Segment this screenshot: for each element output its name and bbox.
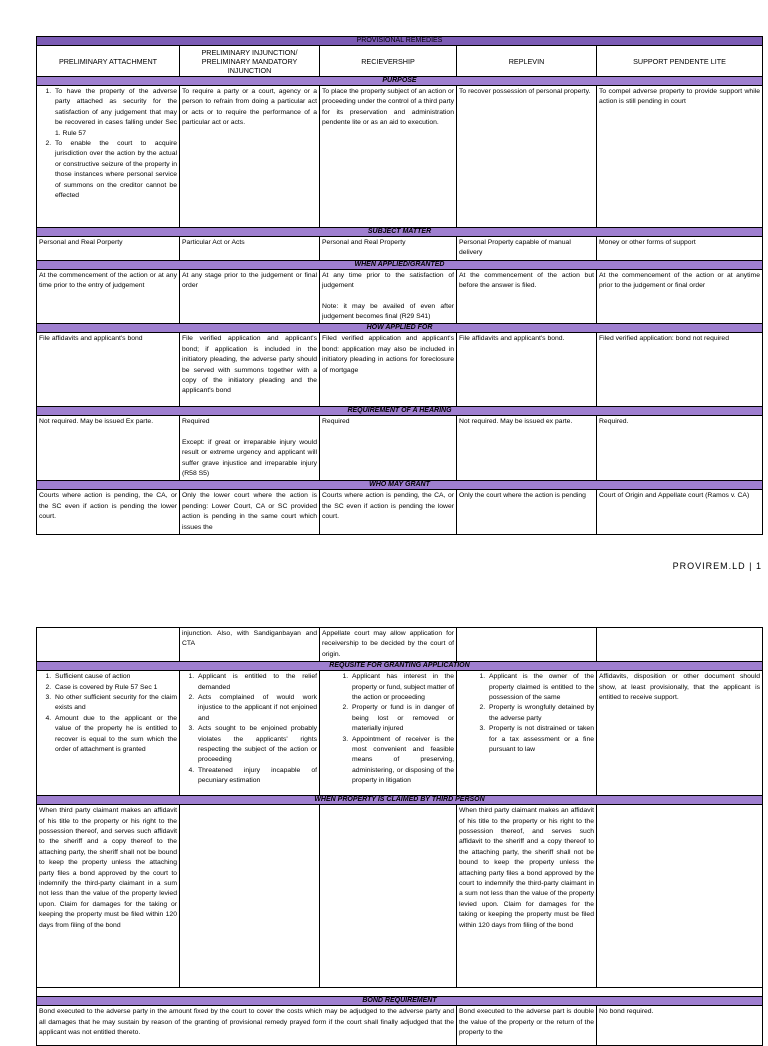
column-header-attachment: PRELIMINARY ATTACHMENT bbox=[37, 46, 180, 77]
grant-receivership: Courts where action is pending, the CA, or the SC even if action is pending the lower court. bbox=[320, 490, 457, 535]
requisite-injunction bbox=[180, 671, 320, 796]
section-label-purpose: PURPOSE bbox=[37, 77, 763, 86]
section-row bbox=[37, 481, 763, 490]
column-header-receivership: RECIEVERSHIP bbox=[320, 46, 457, 77]
subject-row bbox=[37, 237, 763, 261]
subject-injunction: Particular Act or Acts bbox=[180, 237, 320, 261]
list-item: 2. Acts complained of would work injustice to the applicant if not enjoined and bbox=[196, 693, 317, 724]
hearing-attachment: Not required. May be issued Ex parte. bbox=[37, 416, 180, 481]
section-row bbox=[37, 796, 763, 805]
bond-replevin: Bond executed to the adverse part is double the value of the property or the return of the property to the bbox=[457, 1006, 597, 1046]
third-person-replevin: When third party claimant makes an affidavit of his title to the property or his right to the possession thereof, and serves such affidavit to the sheriff and a copy thereof to the attaching party, the sheriff shall not be bound to keep the property unless the attaching party files a bond approved by the court to indemnify the third-party claimant in a sum not less than the value of the property levied upon. Claim for damages for the taking or keeping the property must be filed within 120 days from filing of the bond bbox=[457, 805, 597, 988]
when-row bbox=[37, 269, 763, 324]
grant-row bbox=[37, 490, 763, 535]
subject-attachment: Personal and Real Porperty bbox=[37, 237, 180, 261]
how-support: Filed verified application: bond not required bbox=[597, 333, 763, 407]
section-row bbox=[37, 997, 763, 1006]
continuation-row bbox=[37, 628, 763, 662]
when-replevin: At the commencement of the action but before the answer is filed. bbox=[457, 269, 597, 324]
section-label-bond: BOND REQUIREMENT bbox=[37, 997, 763, 1006]
when-support: At the commencement of the action or at anytime prior to the judgement or final order bbox=[597, 269, 763, 324]
section-row bbox=[37, 662, 763, 671]
section-row bbox=[37, 228, 763, 237]
how-injunction: File verified application and applicant's bond; if application is included in the initiatory pleading, the adverse party should be served with summons together with a copy of the initiatory pleading and the applicant's bond bbox=[180, 333, 320, 407]
spacer-cell bbox=[37, 988, 763, 997]
when-attachment: At the commencement of the action or at any time prior to the entry of judgement bbox=[37, 269, 180, 324]
requisite-support: Affidavits, disposition or other document should show, at least provisionally, that the applicant is entitled to receive support. bbox=[597, 671, 763, 796]
cont-injunction: injunction. Also, with Sandiganbayan and CTA bbox=[180, 628, 320, 662]
subject-replevin: Personal Property capable of manual delivery bbox=[457, 237, 597, 261]
hearing-replevin: Not required. May be issued ex parte. bbox=[457, 416, 597, 481]
list-item: 1. Applicant is entitled to the relief demanded bbox=[196, 672, 317, 693]
list-item: 3. Property is not distrained or taken for a tax assessment or a fine pursuant to law bbox=[487, 724, 594, 755]
list-item: 1. To have the property of the adverse party attached as security for the satisfaction of any judgement that may be recovered in cases falling under Sec 1. Rule 57 bbox=[53, 87, 177, 139]
purpose-row bbox=[37, 86, 763, 228]
section-label-grant: WHO MAY GRANT bbox=[37, 481, 763, 490]
section-row bbox=[37, 77, 763, 86]
table-title-row bbox=[37, 37, 763, 46]
hearing-row bbox=[37, 416, 763, 481]
cont-receivership: Appellate court may allow application for receivership to be decided by the court of origin. bbox=[320, 628, 457, 662]
requisite-receivership bbox=[320, 671, 457, 796]
bond-support: No bond required. bbox=[597, 1006, 763, 1046]
remedies-table-page-1 bbox=[36, 36, 763, 535]
section-row bbox=[37, 260, 763, 269]
section-label-how: HOW APPLIED FOR bbox=[37, 324, 763, 333]
section-row bbox=[37, 407, 763, 416]
list-item: 4. Threatened injury incapable of pecuniary estimation bbox=[196, 766, 317, 787]
when-receivership bbox=[320, 269, 457, 324]
subject-receivership: Personal and Real Property bbox=[320, 237, 457, 261]
how-row bbox=[37, 333, 763, 407]
column-header-replevin: REPLEVIN bbox=[457, 46, 597, 77]
third-person-injunction bbox=[180, 805, 320, 988]
when-receivership-text: At any time prior to the satisfaction of judgement bbox=[322, 271, 454, 290]
list-item: 2. Case is covered by Rule 57 Sec 1 bbox=[53, 683, 177, 693]
purpose-receivership: To place the property subject of an action or proceeding under the control of a third party for its preservation and administration pendente lite or as an aid to execution. bbox=[320, 86, 457, 228]
list-item: 3. No other sufficient security for the claim exists and bbox=[53, 693, 177, 714]
section-label-hearing: REQUIREMENT OF A HEARING bbox=[37, 407, 763, 416]
section-row bbox=[37, 324, 763, 333]
bond-row bbox=[37, 1006, 763, 1046]
list-item: 1. Applicant has interest in the property or fund, subject matter of the action or proceeding bbox=[350, 672, 454, 703]
list-item: 2. Property or fund is in danger of being lost or removed or materially injured bbox=[350, 703, 454, 734]
list-item: 2. Property is wrongfully detained by the adverse party bbox=[487, 703, 594, 724]
grant-injunction: Only the lower court where the action is pending: Lower Court, CA or SC provided action is pending in the same court which issues the bbox=[180, 490, 320, 535]
grant-replevin: Only the court where the action is pending bbox=[457, 490, 597, 535]
grant-support: Court of Origin and Appellate court (Ramos v. CA) bbox=[597, 490, 763, 535]
cont-replevin bbox=[457, 628, 597, 662]
third-person-row bbox=[37, 805, 763, 988]
third-person-attachment: When third party claimant makes an affidavit of his title to the property or his right to the possession thereof, and serves such affidavit to the sheriff and a copy thereof to the attaching party, the sheriff shall not be bound to keep the property unless the attaching party files a bond approved by the court to indemnify the third-party claimant in a sum not less than the value of the property levied upon. Claim for damages for the taking or keeping the property must be filed within 120 days from filing of the bond bbox=[37, 805, 180, 988]
purpose-support: To compel adverse property to provide support while action is still pending in court bbox=[597, 86, 763, 228]
purpose-replevin: To recover possession of personal property. bbox=[457, 86, 597, 228]
requisite-row bbox=[37, 671, 763, 796]
section-label-requisite: REQUSITE FOR GRANTING APPLICATION bbox=[37, 662, 763, 671]
hearing-receivership: Required bbox=[320, 416, 457, 481]
section-label-third-person: WHEN PROPERTY IS CLAIMED BY THIRD PERSON bbox=[37, 796, 763, 805]
list-item: 3. Appointment of receiver is the most convenient and feasible means of preserving, administering, or disposing of the property in litigation bbox=[350, 735, 454, 787]
how-replevin: File affidavits and applicant's bond. bbox=[457, 333, 597, 407]
subject-support: Money or other forms of support bbox=[597, 237, 763, 261]
hearing-injunction bbox=[180, 416, 320, 481]
table-title: PROVISIONAL REMEDIES bbox=[37, 37, 763, 46]
list-item: 2. To enable the court to acquire jurisdiction over the action by the actual or constructive seizure of the property in those instances where personal service of summons on the creditor cannot be effected bbox=[53, 139, 177, 201]
third-person-receivership bbox=[320, 805, 457, 988]
grant-attachment: Courts where action is pending, the CA, or the SC even if action is pending the lower court. bbox=[37, 490, 180, 535]
list-item: 1. Applicant is the owner of the property claimed is entitled to the possession of the same bbox=[487, 672, 594, 703]
section-label-subject: SUBJECT MATTER bbox=[37, 228, 763, 237]
list-item: 4. Amount due to the applicant or the value of the property he is entitled to recover is equal to the sum which the order of attachment is granted bbox=[53, 714, 177, 756]
cont-support bbox=[597, 628, 763, 662]
cont-attachment bbox=[37, 628, 180, 662]
remedies-table-page-2 bbox=[36, 627, 763, 1046]
when-receivership-note: Note: it may be availed of even after judgement becomes final (R29 S41) bbox=[322, 302, 454, 321]
column-header-injunction: PRELIMINARY INJUNCTION/ PRELIMINARY MANDATORY INJUNCTION bbox=[180, 46, 320, 77]
requisite-replevin bbox=[457, 671, 597, 796]
section-label-when: WHEN APPLIED/GRANTED bbox=[37, 260, 763, 269]
how-attachment: File affidavits and applicant's bond bbox=[37, 333, 180, 407]
purpose-injunction: To require a party or a court, agency or a person to refrain from doing a particular act or acts or to require the performance of a particular act or acts. bbox=[180, 86, 320, 228]
hearing-support: Required. bbox=[597, 416, 763, 481]
bond-main: Bond executed to the adverse party in the amount fixed by the court to cover the costs which may be adjudged to the adverse party and all damages that he may sustain by reason of the granting of provisional remedy prayed form if the court shall finally adjudged that the applicant was not entitled thereto. bbox=[37, 1006, 457, 1046]
hearing-injunction-note: Except: if great or irreparable injury would result or extreme urgency and applicant will suffer grave injustice and irreparable injury (R58 S5) bbox=[182, 438, 317, 478]
list-item: 3. Acts sought to be enjoined probably violates the applicants' rights respecting the subject of the action or proceeding bbox=[196, 724, 317, 766]
hearing-injunction-text: Required bbox=[182, 418, 210, 426]
requisite-attachment bbox=[37, 671, 180, 796]
purpose-attachment bbox=[37, 86, 180, 228]
spacer-row bbox=[37, 988, 763, 997]
column-header-row bbox=[37, 46, 763, 77]
how-receivership: Filed verified application and applicant's bond: application may also be included in initiatory pleading in actions for foreclosure of mortgage bbox=[320, 333, 457, 407]
third-person-support bbox=[597, 805, 763, 988]
column-header-support: SUPPORT PENDENTE LITE bbox=[597, 46, 763, 77]
page-footer: PROVIREM.LD | 1 bbox=[672, 561, 762, 571]
list-item: 1. Sufficient cause of action bbox=[53, 672, 177, 682]
when-injunction: At any stage prior to the judgement or final order bbox=[180, 269, 320, 324]
